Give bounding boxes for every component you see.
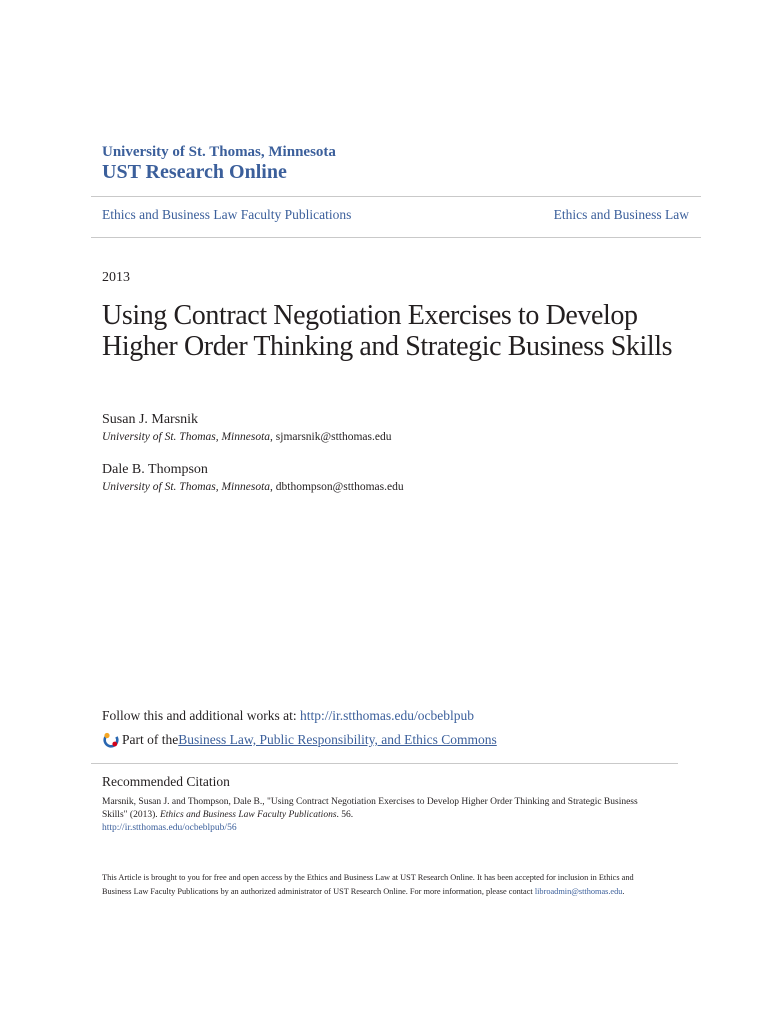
author-name: Dale B. Thompson — [102, 462, 208, 477]
access-notice — [102, 871, 662, 899]
notice-end: . — [622, 887, 625, 896]
series-link-publications[interactable]: Ethics and Business Law Faculty Publications — [102, 207, 352, 222]
follow-label: Follow this and additional works at: — [102, 708, 300, 723]
institution-name: University of St. Thomas, Minnesota — [102, 144, 336, 160]
citation-url-link[interactable]: http://ir.stthomas.edu/ocbeblpub/56 — [102, 823, 237, 833]
header-rule-top — [91, 196, 701, 197]
author-affiliation: University of St. Thomas, Minnesota, dbthompson@stthomas.edu — [102, 481, 404, 493]
citation-number: . 56. — [336, 810, 354, 820]
publication-year: 2013 — [102, 270, 130, 285]
author-affiliation: University of St. Thomas, Minnesota, sjmarsnik@stthomas.edu — [102, 431, 392, 443]
series-link-department[interactable]: Ethics and Business Law — [553, 207, 689, 222]
part-of-label: Part of the — [122, 732, 179, 747]
notice-text: This Article is brought to you for free and open access by the Ethics and Business Law at UST Research Online. It has been accepted for inclusion in Ethics and Business Law Faculty Publications by an authorized administrator of UST Research Online. For more information, please contact — [102, 873, 634, 896]
citation-heading: Recommended Citation — [102, 774, 230, 789]
author-email: sjmarsnik@stthomas.edu — [275, 431, 392, 443]
affiliation-institution: University of St. Thomas, Minnesota — [102, 431, 271, 443]
header-rule-bottom — [91, 237, 701, 238]
follow-line — [102, 708, 474, 724]
citation-body: Marsnik, Susan J. and Thompson, Dale B., "Using Contract Negotiation Exercises to Develop Higher Order Thinking and Strategic Business Skills" (2013). — [102, 797, 638, 820]
commons-link[interactable]: Business Law, Public Responsibility, and Ethics Commons — [178, 732, 497, 747]
contact-email-link[interactable]: libroadmin@stthomas.edu — [534, 887, 623, 896]
affiliation-institution: University of St. Thomas, Minnesota — [102, 481, 271, 493]
citation-rule — [91, 763, 678, 764]
citation-journal: Ethics and Business Law Faculty Publications — [159, 810, 337, 820]
author-name: Susan J. Marsnik — [102, 412, 199, 427]
article-title: Using Contract Negotiation Exercises to Develop Higher Order Thinking and Strategic Business Skills — [102, 300, 673, 362]
commons-icon — [102, 731, 120, 749]
author-email: dbthompson@stthomas.edu — [275, 481, 404, 493]
citation-text — [102, 796, 662, 835]
part-of-line — [102, 731, 497, 749]
repository-link[interactable]: UST Research Online — [102, 161, 287, 183]
collection-url-link[interactable]: http://ir.stthomas.edu/ocbeblpub — [300, 708, 474, 723]
